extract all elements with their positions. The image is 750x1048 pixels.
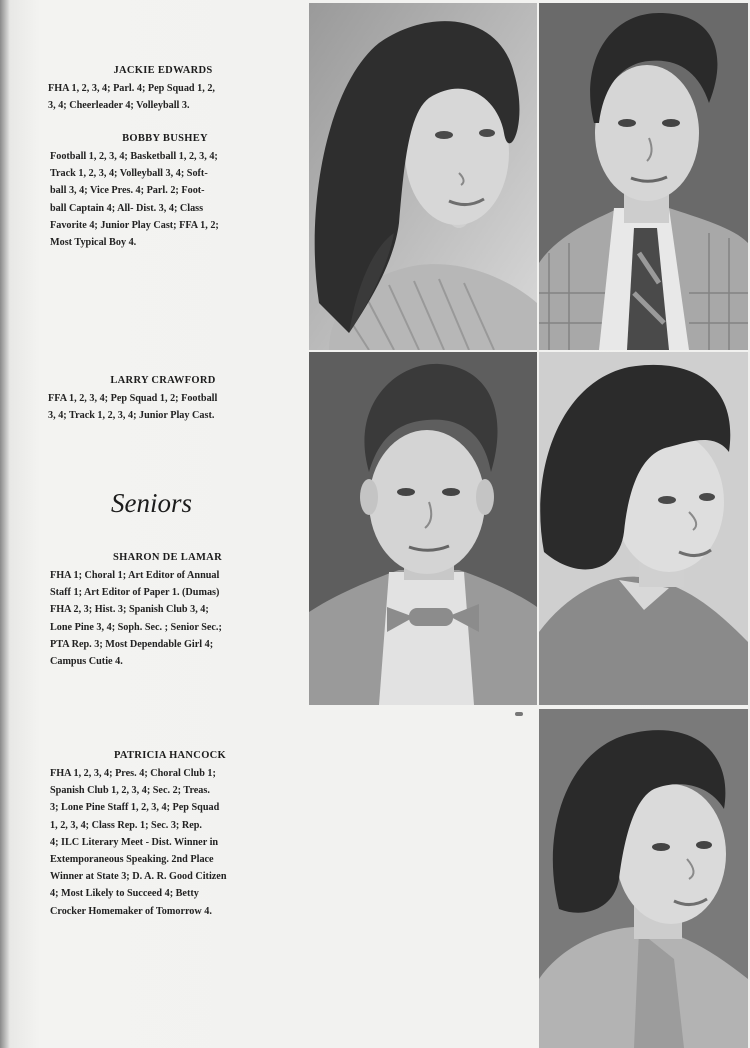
student-entry-jackie-edwards (48, 65, 278, 114)
student-activities (50, 567, 285, 670)
student-name: SHARON DE LAMAR (113, 552, 222, 563)
student-entry-sharon-de-lamar (50, 552, 285, 670)
student-name: JACKIE EDWARDS (113, 65, 213, 76)
activities-line: 4; ILC Literary Meet - Dist. Winner in (50, 836, 219, 848)
student-activities (48, 390, 278, 424)
activities-line: 4; Most Likely to Succeed 4; Betty (50, 888, 199, 900)
portrait-photo-jackie-edwards (309, 3, 537, 350)
activities-line: Track 1, 2, 3, 4; Volleyball 3, 4; Soft- (50, 168, 208, 180)
student-entry-patricia-hancock (50, 750, 290, 920)
activities-line: Lone Pine 3, 4; Soph. Sec. ; Senior Sec.; (50, 621, 222, 633)
activities-line: ball Captain 4; All- Dist. 3, 4; Class (50, 202, 204, 214)
activities-line: ball 3, 4; Vice Pres. 4; Parl. 2; Foot- (50, 185, 205, 197)
activities-line: Spanish Club 1, 2, 3, 4; Sec. 2; Treas. (50, 785, 210, 797)
activities-line: 1, 2, 3, 4; Class Rep. 1; Sec. 3; Rep. (50, 819, 202, 831)
portrait-photo-sharon-de-lamar (539, 352, 748, 705)
activities-line: 3, 4; Cheerleader 4; Volleyball 3. (48, 100, 190, 112)
activities-line: Crocker Homemaker of Tomorrow 4. (50, 905, 212, 917)
activities-line: PTA Rep. 3; Most Dependable Girl 4; (50, 638, 214, 650)
student-entry-bobby-bushey (50, 133, 280, 251)
portrait-photo-larry-crawford (309, 352, 537, 705)
student-entry-larry-crawford (48, 375, 278, 424)
activities-line: Winner at State 3; D. A. R. Good Citizen (50, 871, 227, 883)
student-name: LARRY CRAWFORD (110, 375, 216, 386)
student-activities (50, 765, 290, 920)
activities-line: 3; Lone Pine Staff 1, 2, 3, 4; Pep Squad (50, 802, 220, 814)
activities-line: Staff 1; Art Editor of Paper 1. (Dumas) (50, 587, 220, 599)
activities-line: FFA 1, 2, 3, 4; Pep Squad 1, 2; Football (48, 393, 218, 404)
activities-line: FHA 2, 3; Hist. 3; Spanish Club 3, 4; (50, 604, 209, 616)
activities-line: Favorite 4; Junior Play Cast; FFA 1, 2; (50, 219, 219, 231)
print-smudge (515, 712, 523, 716)
student-activities (50, 148, 280, 251)
student-name: BOBBY BUSHEY (122, 133, 208, 144)
section-title: Seniors (111, 488, 192, 518)
portrait-photo-patricia-hancock (539, 709, 748, 1048)
activities-line: Extemporaneous Speaking. 2nd Place (50, 854, 214, 866)
student-activities (48, 80, 278, 114)
activities-line: Most Typical Boy 4. (50, 237, 137, 249)
activities-line: Football 1, 2, 3, 4; Basketball 1, 2, 3, 4; (50, 151, 218, 162)
activities-line: FHA 1; Choral 1; Art Editor of Annual (50, 570, 220, 581)
activities-line: 3, 4; Track 1, 2, 3, 4; Junior Play Cast. (48, 410, 215, 422)
portrait-photo-bobby-bushey (539, 3, 748, 350)
activities-line: Campus Cutie 4. (50, 656, 123, 668)
activities-line: FHA 1, 2, 3, 4; Parl. 4; Pep Squad 1, 2, (48, 83, 215, 94)
student-name: PATRICIA HANCOCK (113, 750, 227, 761)
activities-line: FHA 1, 2, 3, 4; Pres. 4; Choral Club 1; (50, 768, 216, 779)
